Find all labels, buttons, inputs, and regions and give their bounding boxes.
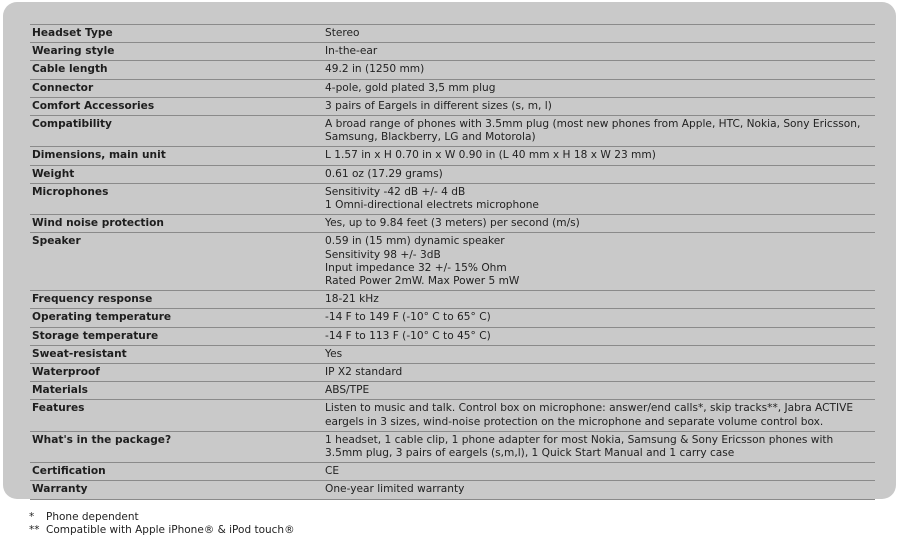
spec-value-line: 0.59 in (15 mm) dynamic speaker (325, 235, 505, 248)
spec-value-line: CE (325, 465, 340, 478)
spec-row (30, 214, 875, 232)
spec-row (30, 327, 875, 345)
spec-label: Wearing style (32, 45, 115, 58)
spec-value (322, 168, 875, 181)
spec-value (322, 63, 875, 76)
spec-value-line: Input impedance 32 +/- 15% Ohm (325, 261, 507, 274)
spec-label: Sweat-resistant (32, 347, 127, 360)
spec-value-line: 18-21 kHz (325, 293, 379, 306)
spec-label: Compatibility (32, 118, 112, 131)
spec-row (30, 24, 875, 42)
spec-value-line: 4-pole, gold plated 3,5 mm plug (325, 81, 496, 94)
spec-label: Dimensions, main unit (32, 149, 166, 162)
spec-label: Weight (32, 167, 75, 180)
spec-value-line: 1 Omni-directional electrets microphone (325, 199, 539, 212)
spec-row (30, 431, 875, 462)
spec-value (322, 465, 875, 478)
spec-value (322, 402, 875, 428)
spec-value-line: Yes (325, 347, 343, 360)
spec-row (30, 79, 875, 97)
spec-row (30, 345, 875, 363)
spec-row (30, 308, 875, 326)
spec-label: Operating temperature (32, 311, 172, 324)
spec-label: Warranty (32, 483, 88, 496)
spec-value (322, 366, 875, 379)
spec-row (30, 60, 875, 78)
spec-value (322, 118, 875, 144)
spec-row (30, 480, 875, 499)
spec-value (322, 235, 875, 288)
spec-row (30, 97, 875, 115)
spec-value-line: 49.2 in (1250 mm) (325, 63, 425, 76)
footnote-text: Compatible with Apple iPhone® & iPod touch® (46, 523, 295, 536)
spec-label: Connector (32, 81, 94, 94)
spec-value (322, 330, 875, 343)
spec-value (322, 217, 875, 230)
spec-value (322, 483, 875, 496)
spec-row (30, 42, 875, 60)
spec-label: Certification (32, 465, 106, 478)
spec-row (30, 183, 875, 214)
spec-value-line: Stereo (325, 27, 360, 39)
spec-label: Wind noise protection (32, 217, 164, 230)
spec-table (30, 24, 875, 500)
spec-label: Features (32, 402, 85, 415)
spec-panel (3, 2, 896, 499)
footnote-text: Phone dependent (46, 511, 139, 523)
spec-value-line: -14 F to 113 F (-10° C to 45° C) (325, 329, 491, 342)
footnote (29, 524, 295, 537)
spec-value-line: One-year limited warranty (325, 483, 465, 496)
spec-value (322, 293, 875, 306)
spec-value-line: 3 pairs of Eargels in different sizes (s, m, l) (325, 99, 552, 112)
spec-value-line: Sensitivity 98 +/- 3dB (325, 248, 441, 261)
footnotes (29, 511, 295, 536)
spec-row (30, 462, 875, 480)
spec-value (322, 186, 875, 212)
spec-value-line: Sensitivity -42 dB +/- 4 dB (325, 185, 466, 198)
spec-value (322, 348, 875, 361)
spec-value (322, 27, 875, 40)
spec-label: Materials (32, 384, 88, 397)
spec-value-line: Samsung, Blackberry, LG and Motorola) (325, 131, 536, 144)
footnote-mark: * (29, 511, 35, 523)
spec-value-line: Listen to music and talk. Control box on microphone: answer/end calls*, skip tracks**, Jabra ACTIVE (325, 402, 854, 415)
spec-value (322, 45, 875, 58)
spec-value (322, 434, 875, 460)
footnote (29, 511, 295, 524)
spec-label: Waterproof (32, 366, 100, 379)
spec-value (322, 311, 875, 324)
spec-row (30, 232, 875, 290)
spec-value-line: Yes, up to 9.84 feet (3 meters) per second (m/s) (325, 217, 580, 230)
spec-label: Cable length (32, 63, 108, 76)
spec-value-line: L 1.57 in x H 0.70 in x W 0.90 in (L 40 mm x H 18 x W 23 mm) (325, 149, 656, 162)
spec-value-line: eargels in 3 sizes, wind-noise protection on the microphone and separate volume control box. (325, 415, 824, 428)
spec-row (30, 146, 875, 164)
spec-value (322, 384, 875, 397)
spec-row (30, 399, 875, 430)
spec-label: Speaker (32, 235, 81, 248)
spec-value-line: 0.61 oz (17.29 grams) (325, 167, 443, 180)
spec-value (322, 149, 875, 162)
spec-row (30, 115, 875, 146)
spec-row (30, 165, 875, 183)
spec-value (322, 82, 875, 95)
spec-label: Headset Type (32, 27, 113, 39)
spec-row (30, 290, 875, 308)
spec-value-line: -14 F to 149 F (-10° C to 65° C) (325, 311, 491, 324)
spec-value-line: 3.5mm plug, 3 pairs of eargels (s,m,l), 1 Quick Start Manual and 1 carry case (325, 447, 735, 460)
spec-value-line: IP X2 standard (325, 366, 403, 379)
spec-value-line: Rated Power 2mW. Max Power 5 mW (325, 275, 520, 288)
spec-label: Microphones (32, 185, 109, 198)
spec-label: Frequency response (32, 293, 153, 306)
spec-value-line: A broad range of phones with 3.5mm plug (most new phones from Apple, HTC, Nokia, Sony Ericsson, (325, 118, 861, 131)
spec-label: Storage temperature (32, 329, 159, 342)
spec-row (30, 381, 875, 399)
footnote-mark: ** (29, 523, 40, 536)
spec-value-line: In-the-ear (325, 45, 378, 58)
spec-value-line: 1 headset, 1 cable clip, 1 phone adapter for most Nokia, Samsung & Sony Ericsson phones with (325, 433, 834, 446)
spec-value (322, 100, 875, 113)
spec-value-line: ABS/TPE (325, 384, 370, 397)
spec-label: What's in the package? (32, 433, 172, 446)
spec-row (30, 363, 875, 381)
spec-label: Comfort Accessories (32, 99, 155, 112)
